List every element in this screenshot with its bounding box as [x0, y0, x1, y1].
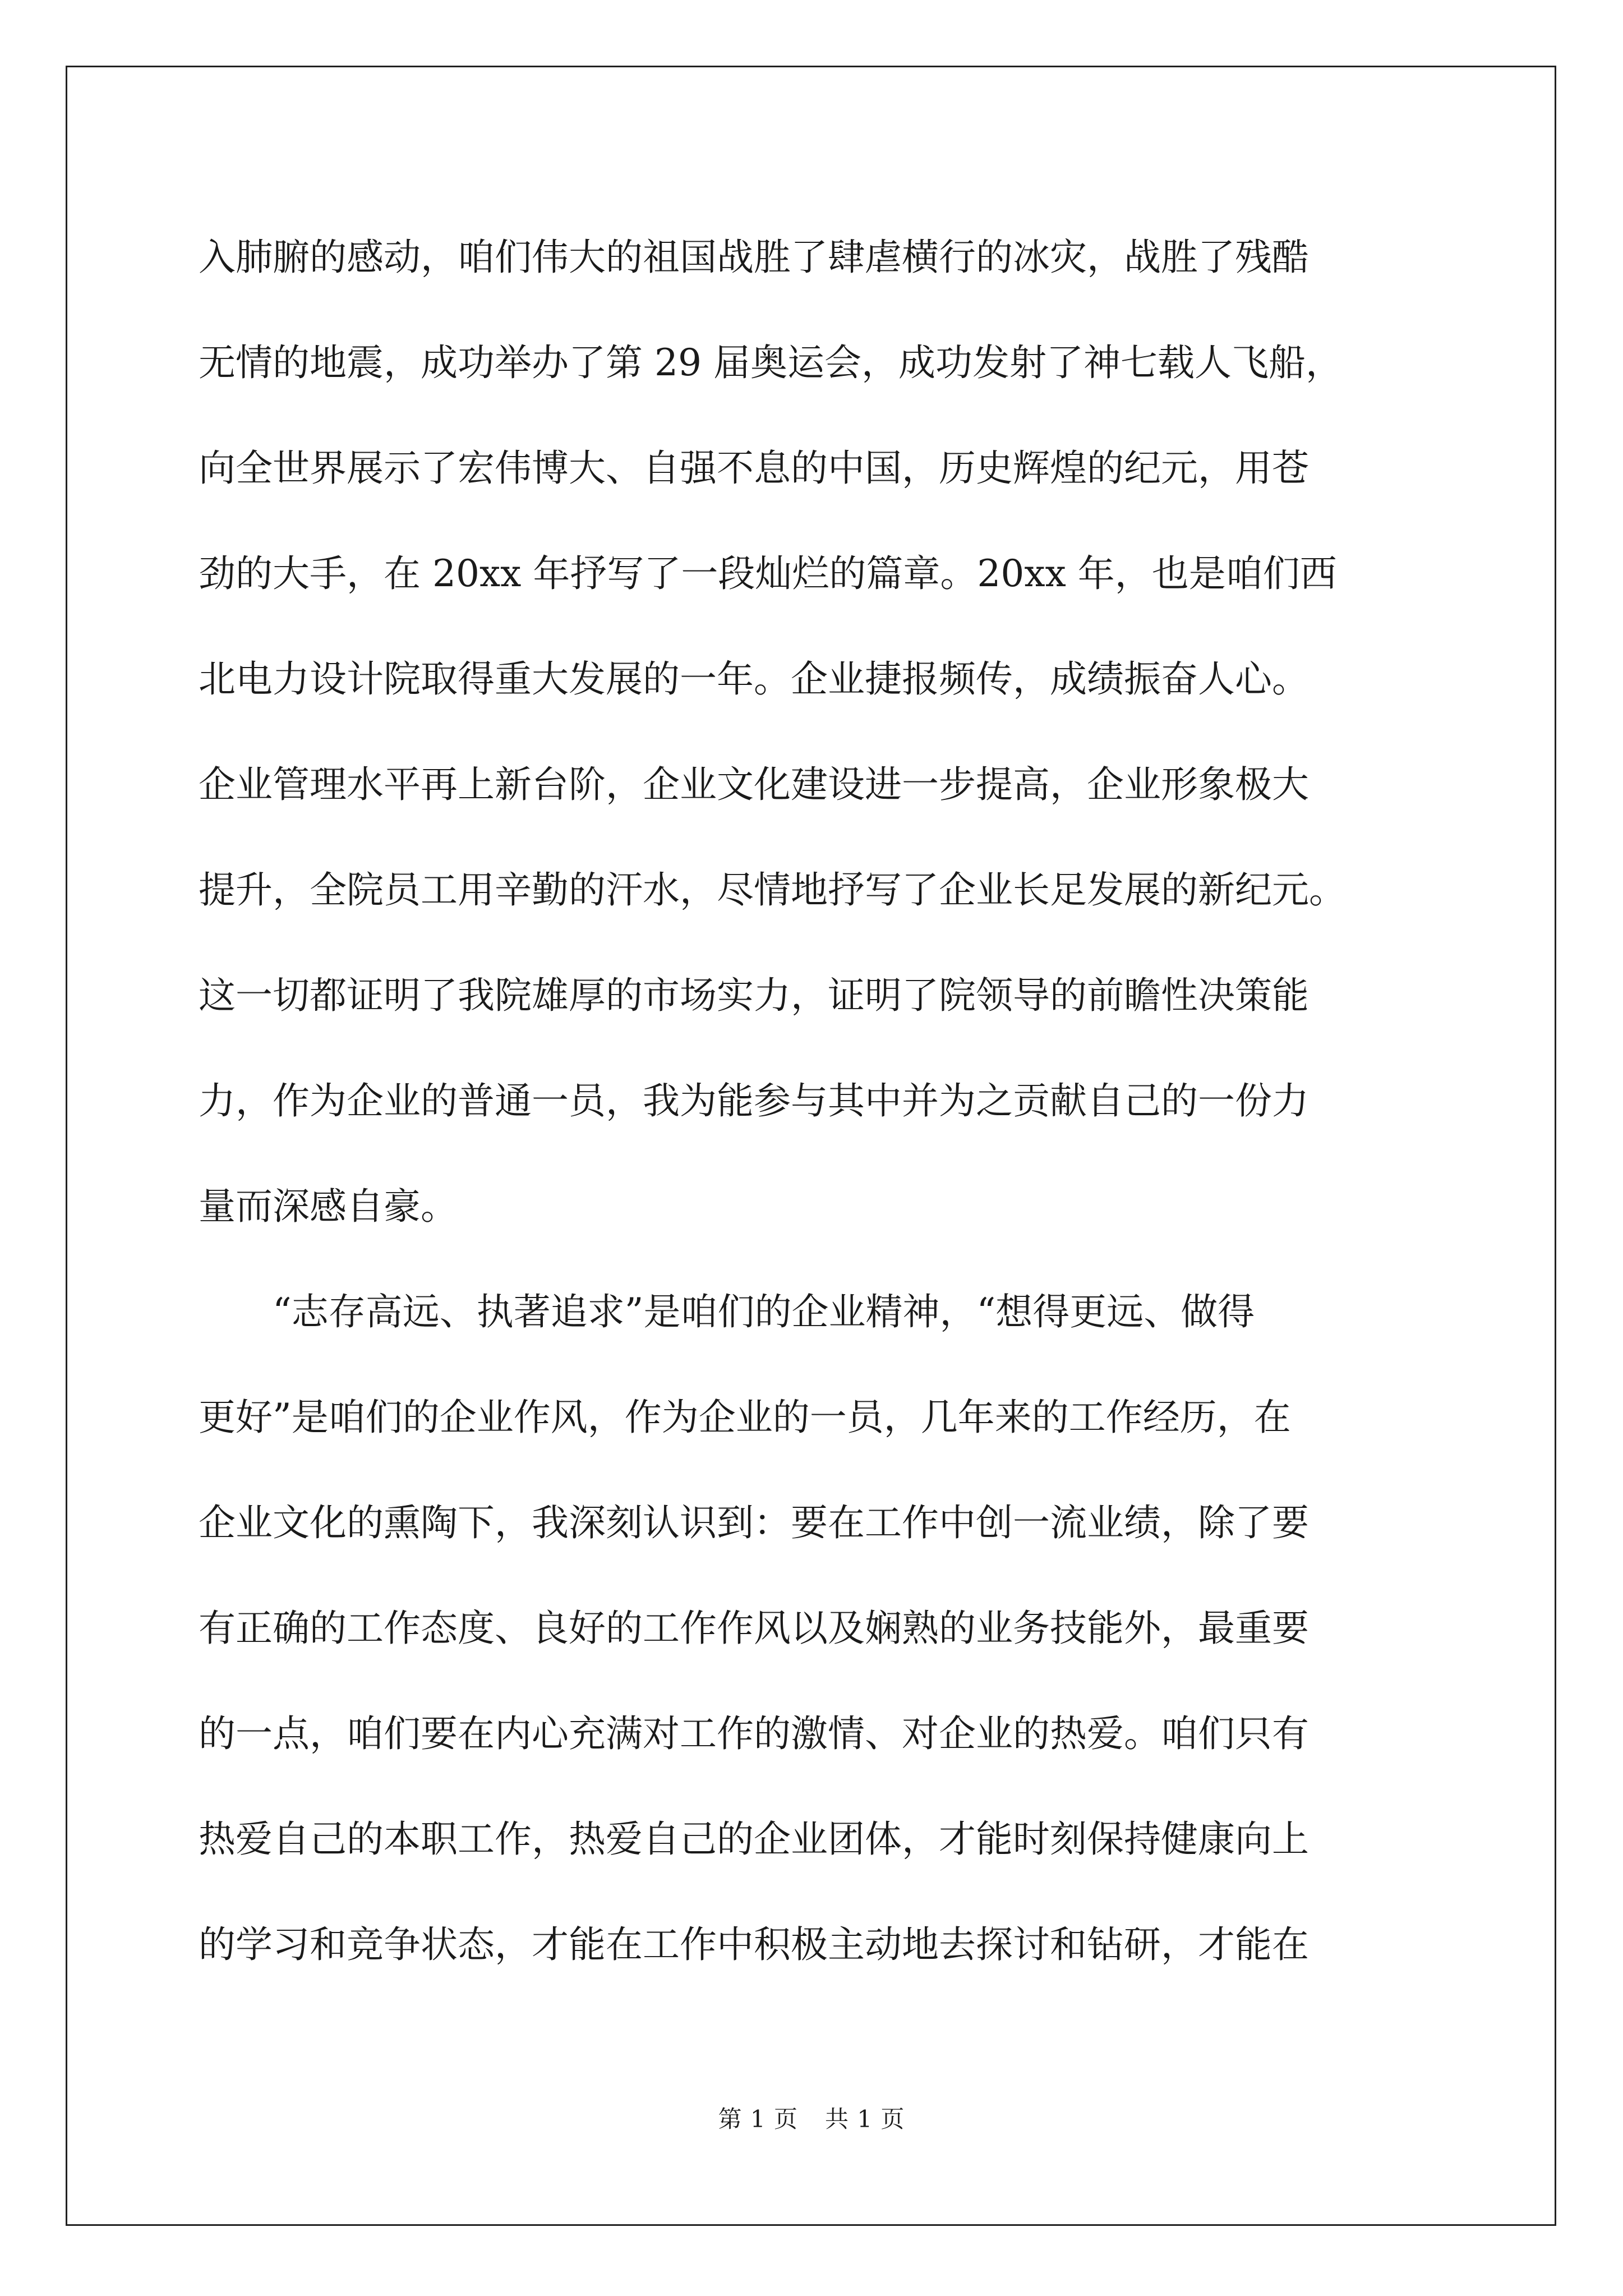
page-total: 共 1 页	[825, 2105, 905, 2133]
page-number: 第 1 页	[718, 2105, 798, 2133]
text-line: 入肺腑的感动，咱们伟大的祖国战胜了肆虐横行的冰灾，战胜了残酷	[199, 236, 1309, 279]
text-line: 劲的大手，在 20xx 年抒写了一段灿烂的篇章。20xx 年，也是咱们西	[199, 552, 1337, 595]
text-line: 量而深感自豪。	[199, 1185, 458, 1228]
text-line: 企业管理水平再上新台阶，企业文化建设进一步提高，企业形象极大	[199, 763, 1309, 806]
text-line: 的学习和竞争状态，才能在工作中积极主动地去探讨和钻研，才能在	[199, 1923, 1309, 1966]
text-line: 北电力设计院取得重大发展的一年。企业捷报频传，成绩振奋人心。	[199, 657, 1309, 701]
text-line: 无情的地震，成功举办了第 29 届奥运会，成功发射了神七载人飞船，	[199, 341, 1343, 384]
text-line: 更好”是咱们的企业作风，作为企业的一员，几年来的工作经历，在	[199, 1396, 1291, 1439]
document-body	[199, 205, 1432, 1998]
text-line: 企业文化的熏陶下，我深刻认识到：要在工作中创一流业绩，除了要	[199, 1501, 1309, 1544]
text-line: 力，作为企业的普通一员，我为能参与其中并为之贡献自己的一份力	[199, 1079, 1309, 1122]
text-line: “志存高远、执著追求”是咱们的企业精神，“想得更远、做得	[273, 1290, 1255, 1333]
text-line: 有正确的工作态度、良好的工作作风以及娴熟的业务技能外，最重要	[199, 1607, 1309, 1650]
page-footer	[0, 2101, 1623, 2134]
text-line: 提升，全院员工用辛勤的汗水，尽情地抒写了企业长足发展的新纪元。	[199, 868, 1346, 912]
text-line: 这一切都证明了我院雄厚的市场实力，证明了院领导的前瞻性决策能	[199, 974, 1309, 1017]
text-line: 热爱自己的本职工作，热爱自己的企业团体，才能时刻保持健康向上	[199, 1818, 1309, 1861]
text-line: 向全世界展示了宏伟博大、自强不息的中国，历史辉煌的纪元，用苍	[199, 447, 1309, 490]
text-line: 的一点，咱们要在内心充满对工作的激情、对企业的热爱。咱们只有	[199, 1712, 1309, 1755]
